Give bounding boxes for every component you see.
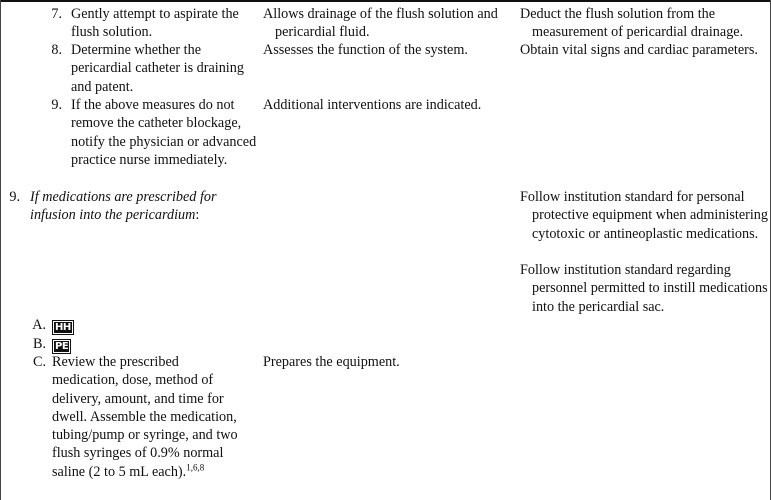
- rationale-text: Assesses the function of the system.: [263, 42, 468, 58]
- reference-superscript: 1,6,8: [186, 462, 205, 473]
- step-number: 7.: [51, 6, 62, 22]
- substep-letter: C.: [32, 354, 46, 370]
- hand-hygiene-icon: [52, 316, 74, 335]
- rationale-text: Prepares the equipment.: [263, 354, 400, 370]
- step-number: 9.: [51, 97, 62, 113]
- hand-hygiene-badge: HH: [52, 320, 74, 335]
- step-text: Determine whether the pericardial catheter is draining and patent.: [71, 42, 244, 95]
- patient-education-icon: [52, 335, 71, 354]
- section-title-colon: :: [195, 207, 200, 224]
- section-number: 9.: [9, 189, 20, 205]
- special-considerations-text: Obtain vital signs and cardiac parameters.: [520, 42, 758, 58]
- substep-text: [52, 353, 244, 481]
- table-top-rule: [0, 0, 771, 2]
- special-considerations-text: Deduct the flush solution from the measurement of pericardial drainage.: [520, 6, 744, 41]
- special-considerations-note: Follow institution standard regarding personnel permitted to instill medications into the pericardial sac.: [520, 262, 768, 315]
- step-text: If the above measures do not remove the catheter blockage, notify the physician or advanced practice nurse immediately.: [71, 97, 257, 168]
- section-title: If medications are prescribed for infusion into the pericardium: [30, 189, 217, 224]
- substep-text-body: Review the prescribed medication, dose, method of delivery, amount, and time for dwell. Assemble the medication, tubing/pump or syringe, and two flush syringes of 0.9% normal saline (2 to 5 mL each).: [52, 354, 238, 480]
- step-text: Gently attempt to aspirate the flush solution.: [71, 6, 239, 41]
- table-left-rule: [0, 0, 1, 500]
- substep-letter: B.: [32, 336, 46, 352]
- patient-education-badge: PE: [52, 339, 71, 354]
- section-heading: [30, 188, 258, 225]
- special-considerations-note: Follow institution standard for personal protective equipment when administering cytotoxic or antineoplastic medications.: [520, 189, 768, 242]
- step-number: 8.: [51, 42, 62, 58]
- substep-letter: A.: [32, 317, 46, 333]
- rationale-text: Additional interventions are indicated.: [263, 97, 482, 113]
- rationale-text: Allows drainage of the flush solution and pericardial fluid.: [263, 6, 498, 41]
